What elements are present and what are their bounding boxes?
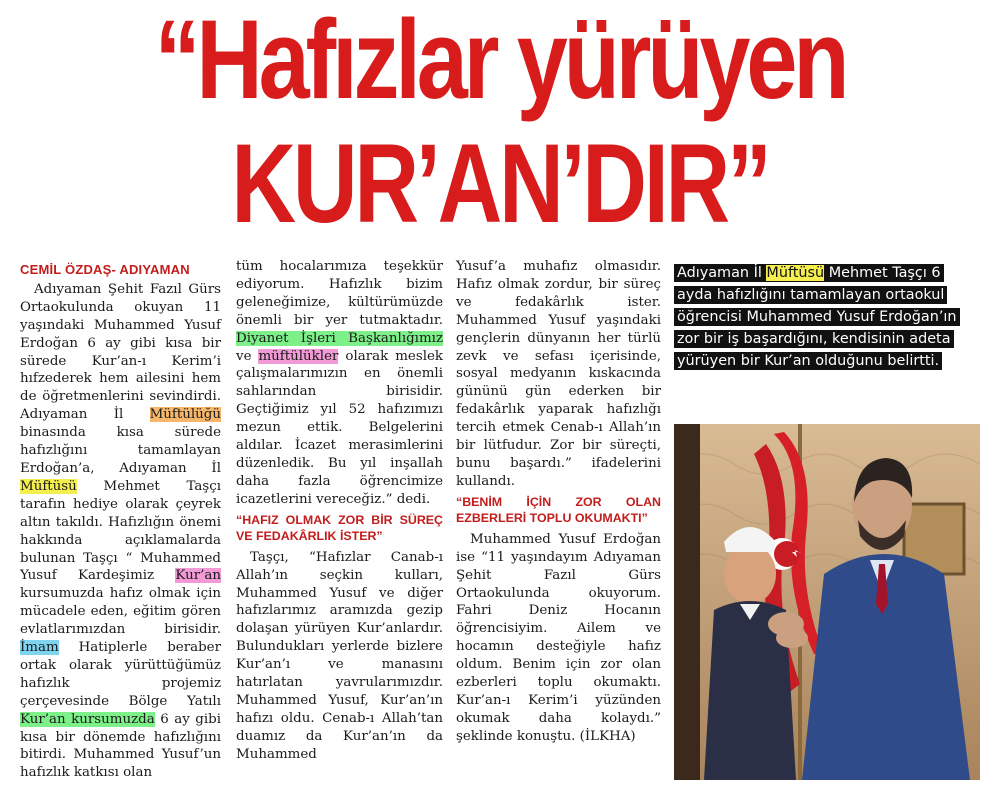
paragraph <box>236 258 443 509</box>
highlight-muftusu: Müftüsü <box>766 265 825 281</box>
paragraph: Taşçı, “Hafızlar Canab-ı Allah’ın seçkin kulları, Muhammed Yusuf ve diğer hafızlarımız aramızda gezip dolaşan yürüyen Kur’anlardır. Bulundukları yerlerde bizlere Kur’an’ı ve manasını hatırlatan yavrularımızdır. Muhammed Yusuf, Kur’an’ın hafızı oldu. Cenab-ı Allah’tan duamız da Kur’an’ın da Muhammed <box>236 549 443 762</box>
highlight-kuran-kursumuzda: Kur’an kursumuzda <box>20 711 155 727</box>
news-photo <box>674 424 980 780</box>
highlight-muftulukler: müftülükler <box>258 348 339 364</box>
highlight-muftulugu: Müftülüğü <box>149 407 221 423</box>
article-column-2 <box>236 258 443 764</box>
text-run: ve <box>236 348 259 364</box>
highlight-imam: İmam <box>20 640 59 656</box>
text-run: Mehmet Taşçı tarafın hediye olarak çeyrek altın takıldı. Hafızlığın önemi hakkında açıklamalarda bulunan Taşçı “ Muhammed Yusuf Kardeşimiz <box>20 478 221 584</box>
highlight-diyanet: Diyanet İşleri Başkanlığımız <box>236 330 443 346</box>
text-run: binasında kısa sürede hafızlığını tamamlayan Erdoğan’a, Adıyaman İl <box>20 425 221 476</box>
text-run: Mehmet Taşçı 6 ayda hafızlığını tamamlayan ortaokul öğrencisi Muhammed Yusuf Erdoğan’ın zor bir iş başardığını, kendisinin adeta yürüyen bir Kur’an olduğunu belirtti. <box>677 265 957 369</box>
headline-line-2: KUR’AN’DIR” <box>231 121 769 246</box>
text-run: Adıyaman Şehit Fazıl Gürs Ortaokulunda okuyan 11 yaşındaki Muhammed Yusuf Erdoğan 6 ay gibi kısa bir sürede Kur’an-ı Kerim’i hıfzederek hem ailesini hem de öğretmenlerini sevindirdi. Adıyaman İl <box>20 281 221 423</box>
paragraph: Yusuf’a muhafız olmasıdır. Hafız olmak zordur, bir süreç ve fedakârlık ister. Muhammed Yusuf yaşındaki gençlerin dünyanın her türlü zevk ve sefası içerisinde, sosyal medyanın kıskacında gününü gün ederken bir fedakârlık yaparak hafızlığı tercih etmek Cenab-ı Allah’ın bir lütfudur. Zor bir süreçti, bunu başardı.” ifadelerini kullandı. <box>456 259 661 489</box>
subheading: “BENİM İÇİN ZOR OLAN EZBERLERİ TOPLU OKUMAKTI” <box>456 494 661 525</box>
paragraph: Muhammed Yusuf Erdoğan ise “11 yaşındayım Adıyaman Şehit Fazıl Gürs Ortaokulunda okuyorum. Fahri Deniz Hocanın öğrencisiyim. Ailem ve hocamın desteğiyle hafız oldum. Benim için zor olan ezberleri toplu okumaktı. Kur’an-ı Kerim’i yüzünden okumak daha kolaydı.” şeklinde konuştu. (İLKHA) <box>456 531 661 744</box>
photo-caption <box>674 262 974 372</box>
text-run: 6 ay gibi kısa bir dönemde hafızlığını bitirdi. Muhammed Yusuf’un hafızlık katkısı olan <box>20 711 221 781</box>
highlight-muftusu: Müftüsü <box>20 478 77 494</box>
text-run: olarak meslek çalışmalarımızın en önemli sahlarından birisidir. Geçtiğimiz yıl 52 hafızımızı mezun ettik. Belgelerini aldılar. İcazet merasimlerini düzenledik. Bu yıl inşallah daha fazla öğrencimize icazetlerini vereceğiz.” dedi. <box>236 348 444 507</box>
byline: CEMİL ÖZDAŞ- ADIYAMAN <box>20 262 190 277</box>
photo-illustration <box>674 424 980 780</box>
subheading: “HAFIZ OLMAK ZOR BİR SÜREÇ VE FEDAKÂRLIK İSTER” <box>236 512 443 543</box>
caption-text <box>674 264 960 370</box>
text-run: Hatiplerle beraber ortak olarak yürüttüğümüz hafızlık projemiz çerçevesinde Bölge Yatılı <box>20 640 221 709</box>
text-run: tüm hocalarımıza teşekkür ediyorum. Hafızlık bizim geleneğimize, kültürümüzde önemli bir yer tutmaktadır. <box>236 259 443 328</box>
highlight-kuran: Kur’an <box>175 568 221 584</box>
headline-line-1: “Hafızlar yürüyen <box>154 0 846 122</box>
article-column-3 <box>456 258 661 746</box>
text-run: Adıyaman İl <box>677 265 767 281</box>
text-run: kursumuzda hafız olmak için mücadele eden, eğitim gören evlatlarımızdan birisidir. <box>20 586 221 638</box>
paragraph <box>20 281 221 782</box>
article-column-1 <box>20 261 221 782</box>
